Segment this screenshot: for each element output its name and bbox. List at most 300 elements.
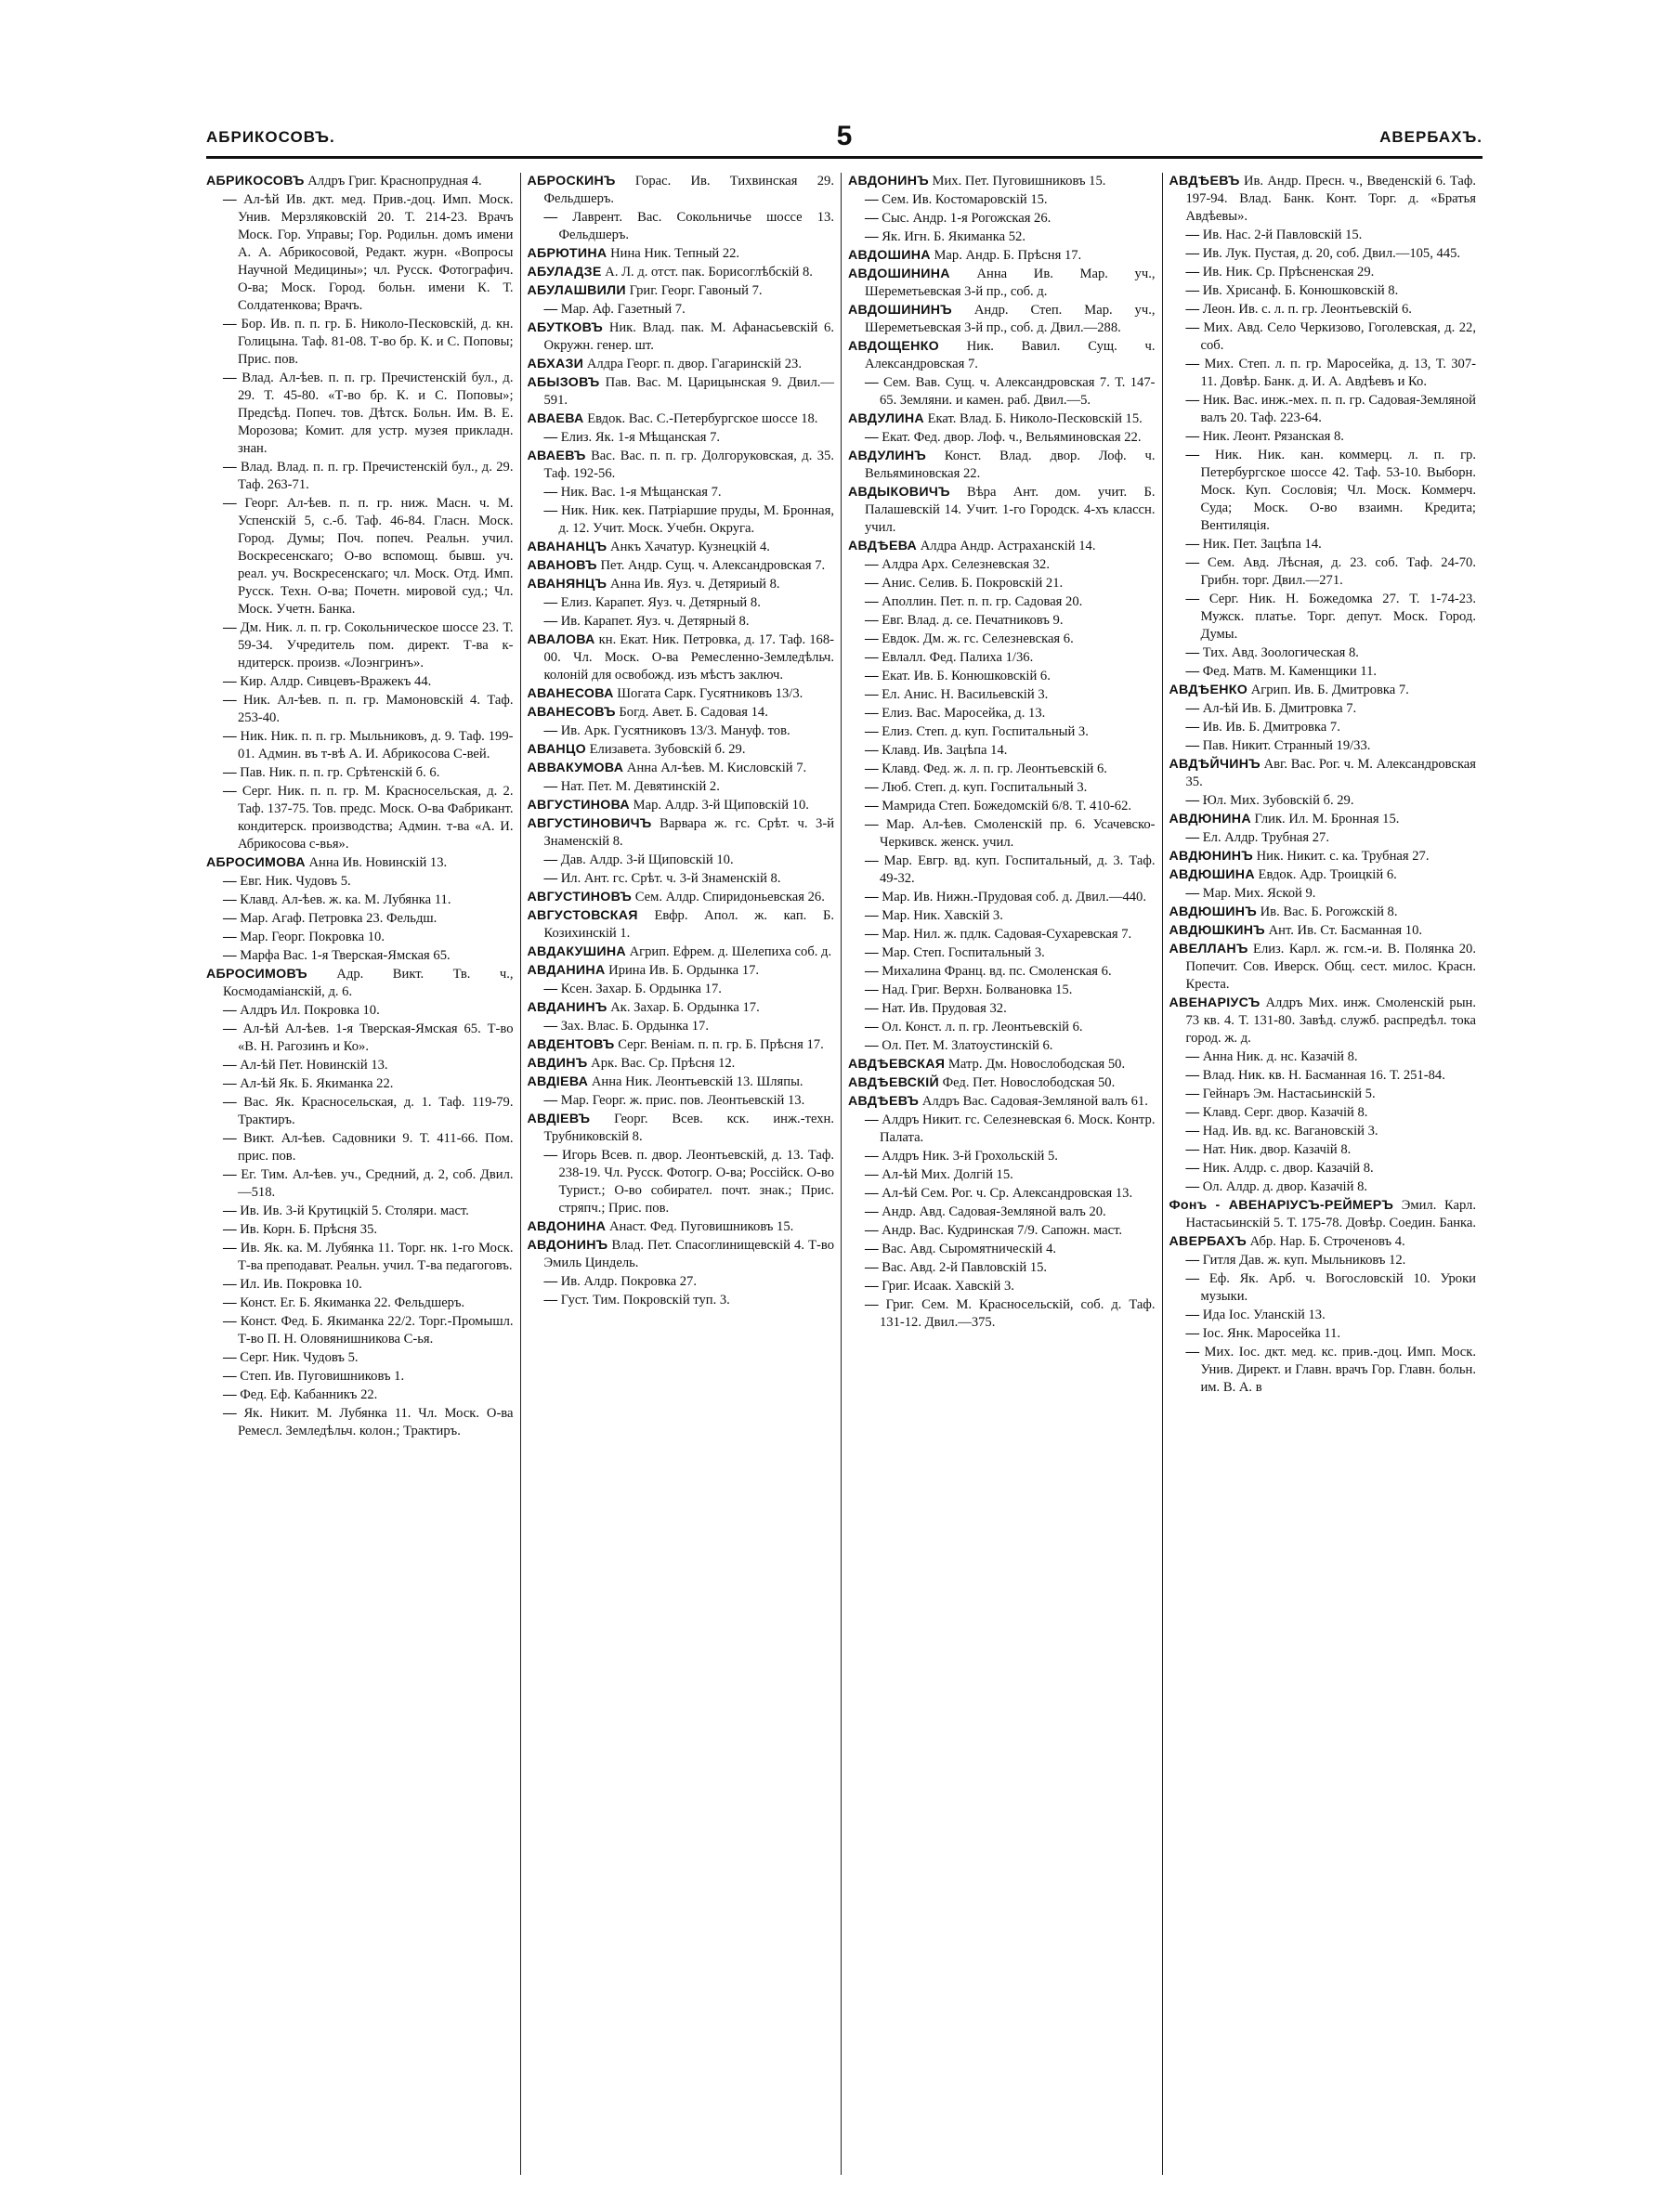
continuation-dash: — (543, 503, 562, 518)
entry-text: Аполлин. Пет. п. п. гр. Садовая 20. (882, 594, 1083, 609)
continuation-dash: — (865, 1204, 882, 1219)
entry-text: Ив. Карапет. Яуз. ч. Детярный 8. (560, 614, 750, 629)
surname-heading: АВДОШИНА (848, 248, 931, 263)
directory-entry (1169, 700, 1477, 718)
continuation-dash: — (223, 192, 244, 207)
directory-entry (1169, 756, 1477, 791)
entry-text: Конст. Влад. двор. Лоф. ч. Вельяминовская 22. (865, 449, 1156, 481)
directory-entry (528, 502, 835, 538)
directory-entry (206, 1221, 514, 1239)
surname-heading: АВГУСТОВСКАЯ (527, 908, 638, 923)
directory-entry (1169, 1344, 1477, 1397)
directory-entry (848, 1185, 1156, 1203)
continuation-dash: — (865, 1149, 882, 1164)
entry-text: Ник. Леонт. Рязанская 8. (1202, 429, 1344, 444)
directory-entry (848, 266, 1156, 301)
continuation-dash: — (865, 1020, 882, 1034)
entry-text: Горас. Ив. Тихвинская 29. Фельдшеръ. (543, 174, 834, 206)
directory-entry (528, 778, 835, 796)
entry-text: Ив. Хрисанф. Б. Конюшковскiй 8. (1202, 283, 1399, 298)
continuation-dash: — (223, 674, 241, 689)
directory-entry (848, 1112, 1156, 1147)
directory-entry (1169, 1104, 1477, 1122)
surname-heading: АВДАКУШИНА (527, 944, 626, 959)
entry-text: Ив. Андр. Пресн. ч., Введенскiй 6. Таф. 197-94. Влад. Банк. Конт. Торг. д. «Братья Авдѣевы». (1185, 174, 1476, 224)
directory-entry (848, 410, 1156, 428)
continuation-dash: — (1185, 1253, 1203, 1268)
directory-entry (206, 1075, 514, 1093)
directory-entry (528, 981, 835, 998)
directory-entry (848, 926, 1156, 943)
surname-heading: АВАЕВА (527, 411, 584, 426)
directory-entry (528, 1018, 835, 1035)
entry-text: Нина Ник. Тепный 22. (607, 246, 740, 261)
continuation-dash: — (865, 430, 882, 445)
continuation-dash: — (865, 375, 883, 390)
entry-text: Фед. Пет. Новослободская 50. (938, 1075, 1116, 1090)
entry-text: Клавд. Ив. Зацѣпа 14. (882, 743, 1008, 758)
surname-heading: АБРИКОСОВЪ (206, 174, 305, 189)
entry-text: Ник. Алдр. с. двор. Казачiй 8. (1202, 1161, 1374, 1176)
surname-heading: АВАНЕСОВА (527, 686, 614, 701)
directory-entry (1169, 1160, 1477, 1178)
entry-text: Ел. Алдр. Трубная 27. (1202, 830, 1329, 845)
directory-entry (1169, 173, 1477, 226)
entry-text: Клавд. Ал-ѣев. ж. ка. М. Лубянка 11. (240, 892, 451, 907)
continuation-dash: — (865, 743, 882, 758)
directory-entry (1169, 447, 1477, 535)
directory-entry (528, 1147, 835, 1217)
directory-entry (206, 673, 514, 691)
entry-text: Ник. Ник. п. п. гр. Мыльниковъ, д. 9. Таф. 199-01. Админ. въ т-вѣ А. И. Абрикосова С-вей. (238, 729, 514, 761)
entry-text: Гейнаръ Эм. Настасьинскiй 5. (1202, 1086, 1376, 1101)
entry-text: Ак. Захар. Б. Ордынка 17. (607, 1000, 760, 1015)
surname-heading: АВДЮШИНА (1169, 867, 1255, 882)
page-header (206, 121, 1483, 159)
directory-entry (528, 448, 835, 483)
entry-text: Анаст. Фед. Пуговишниковъ 15. (606, 1219, 794, 1234)
entry-text: Ив. Лук. Пустая, д. 20, соб. Двил.—105, 445. (1202, 246, 1461, 261)
entry-text: Ив. Ив. Б. Дмитровка 7. (1202, 720, 1340, 735)
continuation-dash: — (865, 613, 882, 628)
continuation-dash: — (865, 1242, 882, 1256)
surname-heading: АВГУСТИНОВЪ (527, 890, 633, 904)
entry-text: Іос. Янк. Маросейка 11. (1202, 1326, 1341, 1341)
entry-text: Анис. Селив. Б. Покровскiй 21. (882, 576, 1064, 591)
directory-entry (206, 1130, 514, 1165)
directory-entry (848, 1000, 1156, 1018)
entry-text: Евфр. Апол. ж. кап. Б. Козихинскiй 1. (543, 908, 834, 941)
directory-entry (528, 613, 835, 631)
entry-text: Ол. Алдр. д. двор. Казачiй 8. (1202, 1179, 1368, 1194)
continuation-dash: — (865, 631, 882, 646)
directory-entry (528, 1292, 835, 1309)
continuation-dash: — (543, 723, 561, 738)
entry-text: Марфа Вас. 1-я Тверская-Ямская 65. (240, 948, 451, 963)
entry-text: Мар. Андр. Б. Прѣсня 17. (930, 248, 1082, 263)
continuation-dash: — (865, 1113, 882, 1127)
continuation-dash: — (223, 693, 243, 708)
directory-entry (1169, 644, 1477, 662)
directory-entry (1169, 663, 1477, 681)
continuation-dash: — (223, 1204, 241, 1218)
entry-text: Евг. Влад. д. се. Печатниковъ 9. (882, 613, 1064, 628)
continuation-dash: — (1185, 448, 1216, 462)
directory-entry (528, 852, 835, 869)
entry-text: Ник. Влад. пак. М. Афанасьевскiй 6. Окружн. генер. шт. (543, 320, 834, 353)
entry-text: Мих. Авд. Село Черкизово, Гоголевская, д. 22, соб. (1200, 320, 1476, 353)
directory-entry (528, 1273, 835, 1291)
entry-text: Еф. Як. Арб. ч. Вогословскiй 10. Уроки музыки. (1200, 1271, 1476, 1304)
entry-text: Ол. Конст. л. п. гр. Леонтьевскiй 6. (882, 1020, 1083, 1034)
surname-heading: АБУТКОВЪ (527, 320, 604, 335)
entry-text: Мар. Георг. Покровка 10. (240, 930, 385, 944)
continuation-dash: — (223, 1406, 244, 1421)
entry-text: Алдра Андр. Астраханскiй 14. (917, 539, 1096, 553)
directory-entry (206, 1276, 514, 1294)
entry-text: Богд. Авет. Б. Садовая 14. (615, 705, 768, 720)
directory-entry (528, 557, 835, 575)
entry-text: Евдок. Дм. ж. гс. Селезневская 6. (882, 631, 1074, 646)
entry-text: кн. Екат. Ник. Петровка, д. 17. Таф. 168-00. Чл. Моск. О-ва Ремесленно-Земледѣльч. колоній для освобожд. изъ мѣстъ заключ. (543, 632, 834, 683)
entry-text: Ив. Вас. Б. Рогожскiй 8. (1256, 904, 1398, 919)
entry-text: Ив. Алдр. Покровка 27. (560, 1274, 697, 1289)
entry-text: Ал-ѣй Ив. Б. Дмитровка 7. (1202, 701, 1357, 716)
surname-heading: АВДѢЕВСКАЯ (848, 1057, 946, 1072)
directory-entry (1169, 1197, 1477, 1232)
surname-heading: АВДУЛИНА (848, 411, 924, 426)
continuation-dash: — (865, 945, 882, 960)
directory-entry (206, 783, 514, 853)
continuation-dash: — (1185, 886, 1203, 901)
continuation-dash: — (543, 485, 561, 500)
directory-entry (206, 459, 514, 494)
directory-entry (1169, 264, 1477, 281)
entry-text: Эмил. Карл. Настасьинскiй 5. Т. 175-78. Довѣр. Соедин. Банка. (1185, 1198, 1477, 1230)
continuation-dash: — (543, 871, 561, 886)
continuation-dash: — (1185, 320, 1204, 335)
entry-text: Анна Ив. Новинскiй 13. (305, 855, 448, 870)
continuation-dash: — (1185, 1179, 1203, 1194)
entry-text: Игорь Всев. п. двор. Леонтьевскiй, д. 13. Таф. 238-19. Чл. Русск. Фотогр. О-ва; Россiйск. О-во Турист.; О-во собирател. почт. знак.; Прис. стряпч.; Прис. пов. (558, 1148, 834, 1216)
continuation-dash: — (865, 1167, 882, 1182)
directory-entry (206, 1313, 514, 1348)
directory-entry (528, 484, 835, 501)
continuation-dash: — (223, 620, 241, 635)
entry-text: Як. Игн. Б. Якиманка 52. (882, 229, 1025, 244)
continuation-dash: — (1185, 537, 1203, 552)
continuation-dash: — (1185, 302, 1203, 317)
directory-entry (848, 1074, 1156, 1092)
entry-text: Дав. Алдр. 3-й Щиповскiй 10. (560, 852, 734, 867)
entry-text: Георг. Ал-ѣев. п. п. гр. ниж. Масн. ч. М. Успенскiй 5, с.-б. Таф. 46-84. Гласн. Моск. Город. Думы; Поч. попеч. Реальн. учил. Воскресенскаго; О-во вспомощ. бывш. уч. реал. уч. Воскресенскаго; чл. Моск. Отд. Имп. Русск. Техн. О-ва; Почетн. мировой суд.; Чл. Моск. Учетн. Банка. (238, 496, 514, 617)
continuation-dash: — (1185, 664, 1203, 679)
continuation-dash: — (223, 1314, 241, 1329)
directory-entry (848, 1093, 1156, 1111)
directory-entry (848, 556, 1156, 574)
continuation-dash: — (865, 1279, 882, 1294)
directory-entry (848, 448, 1156, 483)
directory-entry (528, 943, 835, 961)
entry-text: Михалина Франц. вд. пс. Смоленская 6. (882, 964, 1112, 979)
entry-text: Конст. Ег. Б. Якиманка 22. Фельдшеръ. (240, 1295, 465, 1310)
directory-entry (1169, 866, 1477, 884)
directory-entry (848, 1296, 1156, 1332)
directory-entry (206, 910, 514, 928)
entry-text: Ник. Пет. Зацѣпа 14. (1202, 537, 1322, 552)
surname-heading: АВДОШИНИНЪ (848, 303, 952, 318)
surname-heading: АВДИНЪ (527, 1056, 588, 1071)
directory-entry (1169, 245, 1477, 263)
entry-text: Ив. Як. ка. М. Лубянка 11. Торг. нк. 1-го Моск. Т-ва преподават. Реальн. учил. Т-ва педагоговъ. (238, 1241, 514, 1273)
directory-entry (528, 889, 835, 906)
directory-entry (528, 301, 835, 319)
continuation-dash: — (223, 496, 245, 511)
entry-text: Екат. Влад. Б. Николо-Песковскiй 15. (923, 411, 1143, 426)
entry-text: Зах. Влас. Б. Ордынка 17. (560, 1019, 709, 1034)
continuation-dash: — (1185, 720, 1203, 735)
directory-entry (1169, 904, 1477, 921)
continuation-dash: — (223, 948, 241, 963)
directory-entry (206, 854, 514, 872)
entry-text: Ил. Ив. Покровка 10. (240, 1277, 362, 1292)
surname-heading: АВДОШИНИНА (848, 267, 950, 281)
entry-text: Ник. Ал-ѣев. п. п. гр. Мамоновскiй 4. Таф. 253-40. (238, 693, 514, 725)
entry-text: Григ. Сем. М. Красносельскiй, соб. д. Таф. 131-12. Двил.—375. (880, 1297, 1156, 1330)
column-2 (520, 173, 842, 2175)
directory-entry (1169, 227, 1477, 244)
entry-text: Евдок. Адр. Троицкiй 6. (1254, 867, 1397, 882)
directory-entry (1169, 941, 1477, 994)
entry-text: Глик. Ил. М. Бронная 15. (1250, 812, 1400, 826)
directory-entry (848, 668, 1156, 685)
directory-entry (848, 686, 1156, 704)
continuation-dash: — (1185, 592, 1209, 606)
continuation-dash: — (1185, 357, 1205, 371)
continuation-dash: — (865, 1223, 882, 1238)
surname-heading: АВДОНИНЪ (527, 1238, 608, 1253)
directory-entry (1169, 885, 1477, 903)
directory-entry (848, 742, 1156, 760)
continuation-dash: — (223, 765, 241, 780)
entry-text: Евг. Ник. Чудовъ 5. (240, 874, 351, 889)
directory-entry (206, 619, 514, 672)
continuation-dash: — (543, 1019, 561, 1034)
continuation-dash: — (223, 1295, 241, 1310)
directory-entry (1169, 922, 1477, 940)
continuation-dash: — (223, 784, 242, 799)
entry-text: Арк. Вас. Ср. Прѣсня 12. (587, 1056, 736, 1071)
directory-entry (848, 338, 1156, 373)
entry-text: Елиз. Вас. Маросейка, д. 13. (882, 706, 1046, 721)
directory-entry (848, 484, 1156, 537)
directory-entry (206, 1166, 514, 1202)
entry-text: Ник. Вас. инж.-мех. п. п. гр. Садовая-Земляной валъ 20. Таф. 223-64. (1200, 393, 1476, 425)
surname-heading: АВДѢЕВСКIЙ (848, 1075, 939, 1090)
surname-heading: АВДѢЕНКО (1169, 683, 1248, 697)
directory-entry (848, 173, 1156, 190)
directory-entry (528, 576, 835, 593)
continuation-dash: — (865, 1260, 882, 1275)
entry-text: Андр. Авд. Садовая-Земляной валъ 20. (882, 1204, 1106, 1219)
directory-entry (1169, 554, 1477, 590)
directory-entry (528, 760, 835, 777)
continuation-dash: — (865, 890, 882, 904)
entry-text: Фед. Матв. М. Каменщики 11. (1202, 664, 1378, 679)
entry-text: Влад. Пет. Спасоглинищевскiй 4. Т-во Эмиль Циндель. (543, 1238, 834, 1270)
directory-entry (528, 722, 835, 740)
surname-heading: АВАНЕСОВЪ (527, 705, 616, 720)
continuation-dash: — (543, 302, 561, 317)
surname-heading: АВДЮШКИНЪ (1169, 923, 1265, 938)
surname-heading: АВДЕНТОВЪ (527, 1037, 615, 1052)
directory-entry (206, 891, 514, 909)
entry-text: Алдръ Вас. Садовая-Земляной валъ 61. (919, 1094, 1148, 1109)
directory-entry (528, 410, 835, 428)
entry-text: Екат. Ив. Б. Конюшковскiй 6. (882, 669, 1051, 683)
surname-heading: АБРЮТИНА (527, 246, 607, 261)
directory-entry (528, 374, 835, 410)
directory-entry (206, 495, 514, 618)
directory-entry (1169, 1270, 1477, 1306)
surname-heading: АВЕРБАХЪ (1169, 1234, 1248, 1249)
continuation-dash: — (223, 1021, 243, 1036)
continuation-dash: — (865, 1186, 882, 1201)
directory-entry (206, 316, 514, 369)
entry-text: Ол. Пет. М. Златоустинскiй 6. (882, 1038, 1053, 1053)
continuation-dash: — (543, 1093, 561, 1108)
directory-entry (528, 1036, 835, 1054)
directory-entry (1169, 682, 1477, 699)
column-3 (841, 173, 1162, 2175)
continuation-dash: — (1185, 1105, 1203, 1120)
entry-text: Серг. Веніам. п. п. гр. Б. Прѣсня 17. (614, 1037, 824, 1052)
directory-entry (848, 852, 1156, 888)
surname-heading: АВАНОВЪ (527, 558, 597, 573)
entry-text: Елиз. Карапет. Яуз. ч. Детярный 8. (560, 595, 761, 610)
continuation-dash: — (223, 930, 241, 944)
entry-text: Серг. Ник. Чудовъ 5. (240, 1350, 359, 1365)
entry-text: Ал-ѣй Пет. Новинскiй 13. (240, 1058, 388, 1073)
surname-heading: АВГУСТИНОВИЧЪ (527, 816, 652, 831)
running-head-right: АВЕРБАХЪ. (1379, 128, 1483, 146)
continuation-dash: — (1185, 1308, 1203, 1322)
continuation-dash: — (865, 1297, 886, 1312)
surname-heading: АВДЮНИНЪ (1169, 849, 1253, 864)
directory-entry (528, 870, 835, 888)
directory-entry (848, 429, 1156, 447)
continuation-dash: — (543, 1293, 561, 1308)
entry-text: Шогата Сарк. Гусятниковъ 13/3. (613, 686, 803, 701)
continuation-dash: — (1185, 1142, 1203, 1157)
directory-entry (528, 319, 835, 355)
entry-text: Евдок. Вас. С.-Петербургское шоссе 18. (583, 411, 818, 426)
directory-entry (206, 728, 514, 763)
continuation-dash: — (223, 317, 242, 332)
entry-text: Нат. Пет. М. Девятинскiй 2. (560, 779, 720, 794)
directory-entry (848, 963, 1156, 981)
directory-entry (848, 1019, 1156, 1036)
surname-heading: АВДѢЕВА (848, 539, 918, 553)
entry-text: Люб. Степ. д. куп. Госпитальный 3. (882, 780, 1088, 795)
directory-entry (528, 594, 835, 612)
directory-entry (528, 282, 835, 300)
directory-entry (1169, 536, 1477, 553)
continuation-dash: — (865, 761, 882, 776)
surname-heading: АВГУСТИНОВА (527, 798, 630, 813)
directory-entry (848, 982, 1156, 999)
entry-text: Ида Іос. Уланскiй 13. (1202, 1308, 1326, 1322)
continuation-dash: — (1185, 1049, 1203, 1064)
surname-heading: АВВАКУМОВА (527, 761, 624, 775)
directory-entry (848, 889, 1156, 906)
continuation-dash: — (223, 892, 241, 907)
entry-text: Сем. Авд. Лѣсная, д. 23. соб. Таф. 24-70. Грибн. торг. Двил.—271. (1200, 555, 1476, 588)
directory-entry (848, 1056, 1156, 1073)
directory-entry (206, 191, 514, 315)
directory-entry (1169, 1178, 1477, 1196)
entry-text: Мар. Георг. ж. прис. пов. Леонтьевскiй 13. (560, 1093, 805, 1108)
directory-entry (1169, 319, 1477, 355)
surname-heading: АВДѢЕВЪ (848, 1094, 920, 1109)
continuation-dash: — (1185, 283, 1203, 298)
entry-text: Пет. Андр. Сущ. ч. Александровская 7. (596, 558, 826, 573)
directory-entry (206, 764, 514, 782)
surname-heading: АВДОНИНЪ (848, 174, 929, 189)
entry-text: Григ. Георг. Гавоный 7. (625, 283, 763, 298)
entry-text: Ив. Ник. Ср. Прѣсненская 29. (1202, 265, 1375, 280)
entry-text: Ник. Никит. с. ка. Трубная 27. (1252, 849, 1430, 864)
continuation-dash: — (865, 982, 882, 997)
directory-entry (1169, 1123, 1477, 1140)
entry-text: Ел. Анис. Н. Васильевскiй 3. (882, 687, 1049, 702)
surname-heading: АБЫЗОВЪ (527, 375, 600, 390)
continuation-dash: — (543, 1274, 561, 1289)
entry-text: Агрип. Ив. Б. Дмитровка 7. (1248, 683, 1409, 697)
entry-text: Алдра Георг. п. двор. Гагаринскiй 23. (583, 357, 803, 371)
entry-text: Ник. Ник. кан. коммерц. л. п. гр. Петербургское шоссе 42. Таф. 53-10. Выборн. Моск. Куп. Сословія; Чл. Моск. Коммерч. Суда; Моск. О-во взаимн. Кредита; Вентиляція. (1200, 448, 1476, 533)
continuation-dash: — (543, 614, 561, 629)
page-number: 5 (836, 121, 853, 151)
continuation-dash: — (865, 817, 886, 832)
continuation-dash: — (865, 669, 882, 683)
continuation-dash: — (543, 210, 573, 225)
directory-entry (206, 1295, 514, 1312)
continuation-dash: — (1185, 1161, 1203, 1176)
directory-entry (206, 370, 514, 458)
entry-text: Вас. Як. Красносельская, д. 1. Таф. 119-79. Трактиръ. (238, 1095, 514, 1127)
entry-text: Клавд. Серг. двор. Казачiй 8. (1202, 1105, 1368, 1120)
entry-text: Григ. Исаак. Хавскiй 3. (882, 1279, 1014, 1294)
directory-entry (848, 907, 1156, 925)
continuation-dash: — (223, 1131, 243, 1146)
surname-heading: АБУЛАДЗЕ (527, 265, 602, 280)
entry-text: А. Л. д. отст. пак. Борисоглѣбскiй 8. (601, 265, 813, 280)
surname-heading: АВАНЯНЦЪ (527, 577, 607, 592)
entry-text: Абр. Нар. Б. Строченовъ 4. (1247, 1234, 1405, 1249)
entry-text: Пав. Вас. М. Царицынская 9. Двил.—591. (543, 375, 834, 408)
surname-heading: АВДОНИНА (527, 1219, 607, 1234)
entry-text: Ив. Ив. 3-й Крутицкiй 5. Столяри. маст. (240, 1204, 469, 1218)
directory-entry (848, 798, 1156, 815)
entry-text: Сем. Вав. Сущ. ч. Александровская 7. Т. 147-65. Земляни. и камен. раб. Двил.—5. (880, 375, 1156, 408)
directory-entry (528, 797, 835, 814)
continuation-dash: — (223, 1003, 241, 1018)
surname-heading: АВЕЛЛАНЪ (1169, 942, 1248, 956)
continuation-dash: — (1185, 738, 1203, 753)
continuation-dash: — (1185, 830, 1203, 845)
entry-text: Ил. Ант. гс. Срѣт. ч. 3-й Знаменскiй 8. (560, 871, 781, 886)
